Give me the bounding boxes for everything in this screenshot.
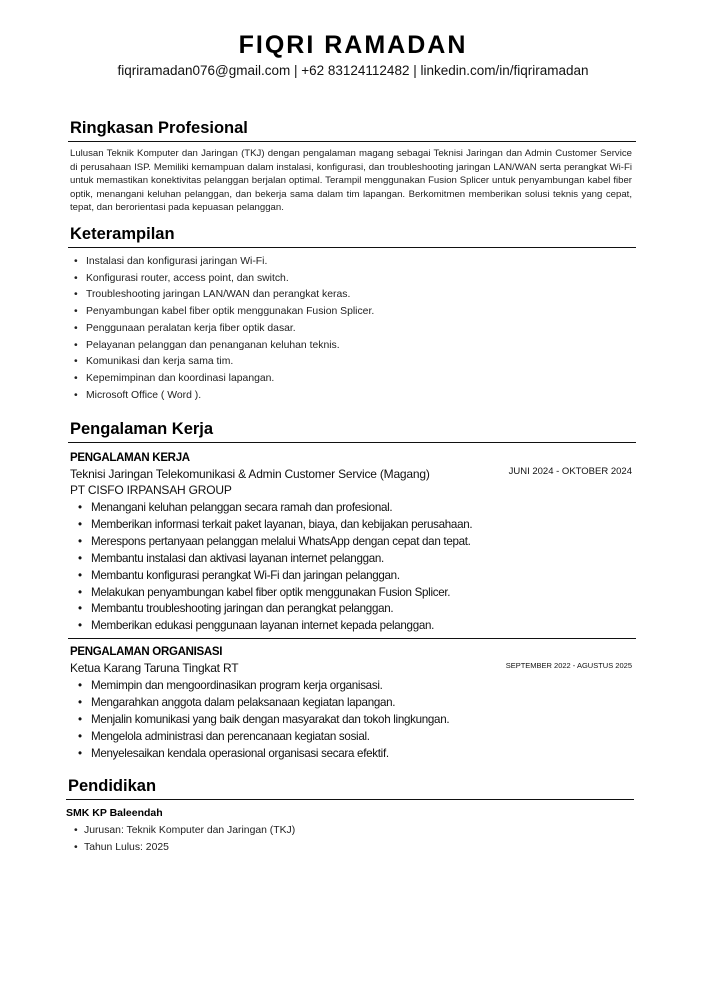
work-duty-item: • Membantu konfigurasi perangkat Wi-Fi dan jaringan pelanggan. [78, 568, 636, 585]
experience-title: Pengalaman Kerja [68, 419, 636, 443]
work-date: JUNI 2024 - OKTOBER 2024 [508, 466, 632, 477]
organization-duty-item: • Menjalin komunikasi yang baik dengan masyarakat dan tokoh lingkungan. [78, 712, 636, 729]
organization-experience [68, 645, 636, 763]
education-item: • Jurusan: Teknik Komputer dan Jaringan (TKJ) [74, 823, 634, 840]
candidate-name: FIQRI RAMADAN [238, 31, 468, 59]
work-experience [68, 451, 636, 639]
summary-section [68, 118, 636, 215]
skill-item: • Microsoft Office ( Word ). [74, 388, 636, 405]
organization-role: Ketua Karang Taruna Tingkat RT [70, 661, 239, 676]
organization-duty-item: • Mengarahkan anggota dalam pelaksanaan kegiatan lapangan. [78, 695, 636, 712]
skill-item: • Konfigurasi router, access point, dan switch. [74, 271, 636, 288]
organization-duty-item: • Mengelola administrasi dan perencanaan kegiatan sosial. [78, 729, 636, 746]
work-duty-item: • Merespons pertanyaan pelanggan melalui WhatsApp dengan cepat dan tepat. [78, 534, 636, 551]
work-duty-item: • Memberikan informasi terkait paket layanan, biaya, dan kebijakan perusahaan. [78, 517, 636, 534]
organization-duties-list [78, 678, 636, 763]
education-title: Pendidikan [66, 776, 634, 800]
experience-section [68, 419, 636, 763]
experience-divider [68, 638, 636, 639]
organization-duty-item: • Memimpin dan mengoordinasikan program kerja organisasi. [78, 678, 636, 695]
work-duties-list [78, 500, 636, 635]
summary-title: Ringkasan Profesional [68, 118, 636, 142]
work-duty-item: • Melakukan penyambungan kabel fiber optik menggunakan Fusion Splicer. [78, 585, 636, 602]
work-duty-item: • Menangani keluhan pelanggan secara ramah dan profesional. [78, 500, 636, 517]
organization-role-row [70, 659, 636, 676]
work-duty-item: • Membantu troubleshooting jaringan dan perangkat pelanggan. [78, 601, 636, 618]
education-section [66, 776, 634, 856]
skills-title: Keterampilan [68, 224, 636, 248]
skill-item: • Komunikasi dan kerja sama tim. [74, 354, 636, 371]
skills-list [74, 254, 636, 404]
education-list [74, 823, 634, 856]
work-role-row [70, 465, 636, 482]
skill-item: • Pelayanan pelanggan dan penanganan keluhan teknis. [74, 338, 636, 355]
organization-heading: PENGALAMAN ORGANISASI [70, 646, 223, 659]
contact-line: fiqriramadan076@gmail.com | +62 83124112482 | linkedin.com/in/fiqriramadan [117, 63, 589, 78]
work-heading: PENGALAMAN KERJA [70, 452, 190, 464]
skill-item: • Troubleshooting jaringan LAN/WAN dan perangkat keras. [74, 287, 636, 304]
work-role: Teknisi Jaringan Telekomunikasi & Admin Customer Service (Magang) [70, 467, 430, 481]
skills-section [68, 224, 636, 404]
summary-text: Lulusan Teknik Komputer dan Jaringan (TKJ) dengan pengalaman magang sebagai Teknisi Jaringan dan Admin Customer Service di perusahaan ISP. Memiliki kemampuan dalam instalasi, konfigurasi, dan troubleshooting jaringan LAN/WAN serta perangkat Wi-Fi untuk memastikan konektivitas pelanggan berjalan optimal. Terampil menggunakan Fusion Splicer untuk penyambungan kabel fiber optik, menangani keluhan pelanggan, dan bekerja sama dalam tim lapangan. Berkomitmen memberikan solusi teknis yang cepat, tepat, dan berorientasi pada kepuasan pelanggan. [70, 148, 632, 213]
skill-item: • Instalasi dan konfigurasi jaringan Wi-Fi. [74, 254, 636, 271]
work-duty-item: • Memberikan edukasi penggunaan layanan internet kepada pelanggan. [78, 618, 636, 635]
skill-item: • Kepemimpinan dan koordinasi lapangan. [74, 371, 636, 388]
organization-date: SEPTEMBER 2022 - AGUSTUS 2025 [505, 661, 632, 671]
skill-item: • Penggunaan peralatan kerja fiber optik dasar. [74, 321, 636, 338]
work-duty-item: • Membantu instalasi dan aktivasi layanan internet pelanggan. [78, 551, 636, 568]
education-item: • Tahun Lulus: 2025 [74, 840, 634, 857]
skill-item: • Penyambungan kabel fiber optik menggunakan Fusion Splicer. [74, 304, 636, 321]
education-school: SMK KP Baleendah [66, 807, 163, 819]
work-company: PT CISFO IRPANSAH GROUP [70, 483, 232, 497]
organization-duty-item: • Menyelesaikan kendala operasional organisasi secara efektif. [78, 746, 636, 763]
